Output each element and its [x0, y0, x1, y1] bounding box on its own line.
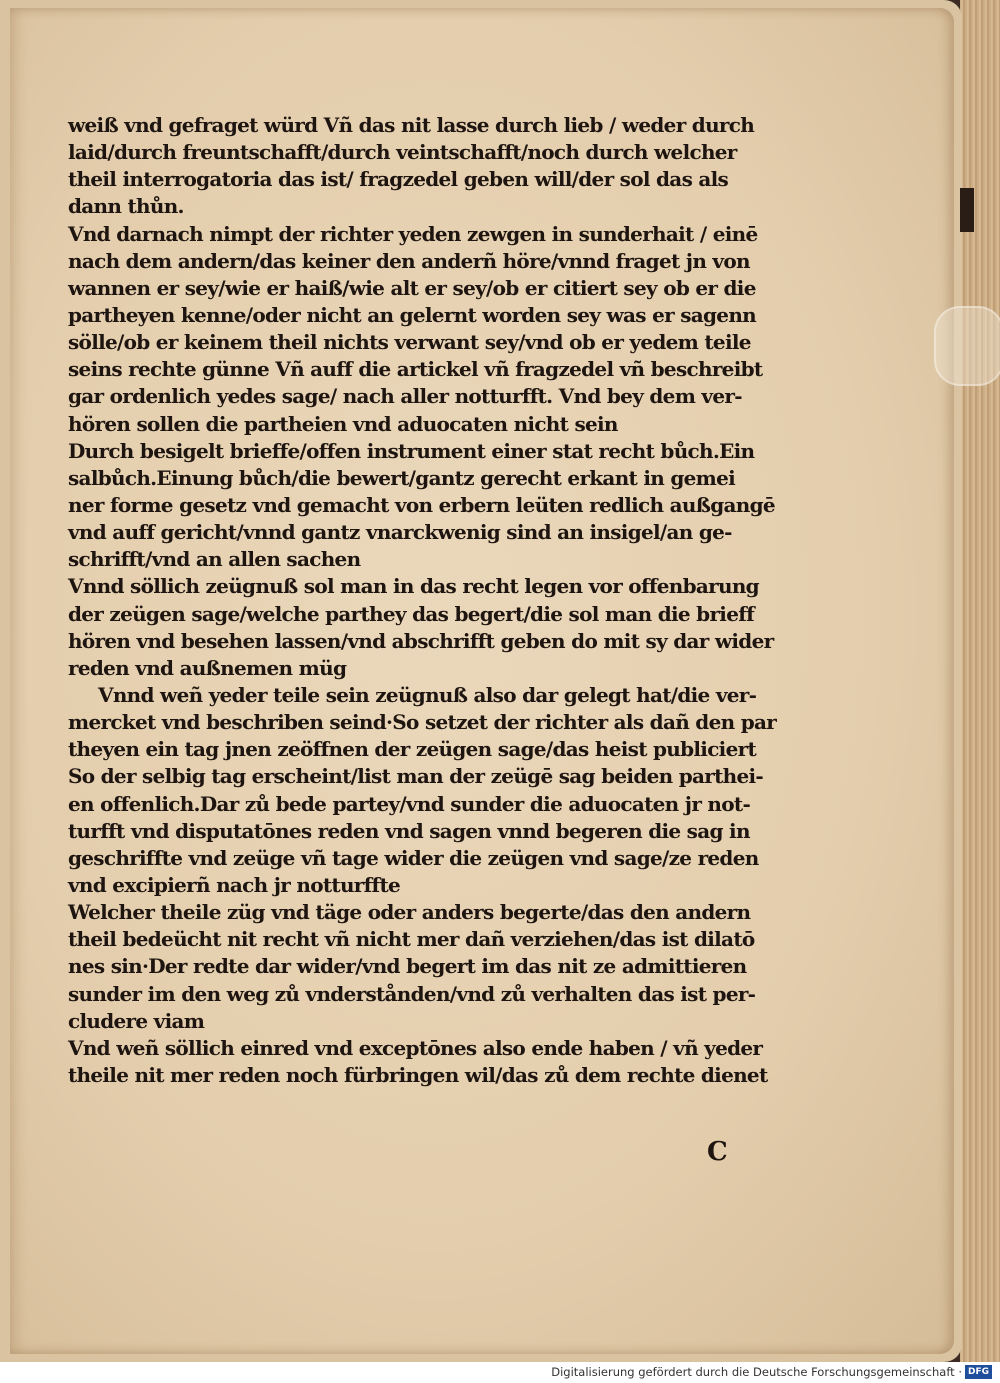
text-line: mercket vnd beschriben seind·So setzet der richter als dañ den par	[68, 710, 777, 735]
text-line: sölle/ob er keinem theil nichts verwant sey/vnd ob er yedem teile	[68, 330, 751, 355]
funding-credit: Digitalisierung gefördert durch die Deutsche Forschungsgemeinschaft ·	[551, 1365, 962, 1379]
text-line: cludere viam	[68, 1008, 205, 1033]
text-line: sunder im den weg zů vnderstånden/vnd zů verhalten das ist per-	[68, 981, 756, 1006]
text-line: Durch besigelt brieffe/offen instrument einer stat recht bůch.Ein	[68, 438, 755, 463]
footer-bar	[0, 1362, 1000, 1383]
text-line: en offenlich.Dar zů bede partey/vnd sunder die aduocaten jr not-	[68, 791, 751, 816]
text-line: theile nit mer reden noch fürbringen wil/das zů dem rechte dienet	[68, 1062, 768, 1087]
text-line: Vnd darnach nimpt der richter yeden zewgen in sunderhait / einē	[68, 221, 758, 246]
text-line: hören sollen die partheien vnd aduocaten nicht sein	[68, 411, 618, 436]
page-clip	[934, 306, 1000, 386]
text-line: vnd auff gericht/vnnd gantz vnarckwenig sind an insigel/an ge-	[68, 520, 732, 545]
text-line: gar ordenlich yedes sage/ nach aller notturfft. Vnd bey dem ver-	[68, 384, 742, 409]
signature-mark: C	[707, 1137, 728, 1167]
text-line: der zeügen sage/welche parthey das begert/die sol man die brieff	[68, 601, 755, 626]
text-line: vnd excipierñ nach jr notturffte	[68, 872, 401, 897]
text-line: geschriffte vnd zeüge vñ tage wider die zeügen vnd sage/ze reden	[68, 845, 759, 870]
text-line: seins rechte günne Vñ auff die artickel vñ fragzedel vñ beschreibt	[68, 357, 763, 382]
text-line: nach dem andern/das keiner den anderñ höre/vnnd fraget jn von	[68, 248, 750, 273]
text-line: salbůch.Einung bůch/die bewert/gantz gerecht erkant in gemei	[68, 465, 736, 490]
dfg-logo-icon: DFG	[965, 1365, 992, 1379]
text-line: hören vnd besehen lassen/vnd abschrifft geben do mit sy dar wider	[68, 628, 774, 653]
text-line: Welcher theile züg vnd täge oder anders begerte/das den andern	[68, 900, 751, 925]
text-line: partheyen kenne/oder nicht an gelernt worden sey was er sagenn	[68, 302, 757, 327]
text-line: dann thůn.	[68, 194, 184, 219]
text-line: So der selbig tag erscheint/list man der zeügē sag beiden parthei-	[68, 764, 764, 789]
text-line: reden vnd außnemen müg	[68, 655, 347, 680]
text-line: turfft vnd disputatōnes reden vnd sagen vnnd begeren die sag in	[68, 818, 750, 843]
text-line: Vnnd weñ yeder teile sein zeügnuß also dar gelegt hat/die ver-	[98, 682, 757, 707]
page-text	[68, 112, 808, 1089]
text-line: theil interrogatoria das ist/ fragzedel geben will/der sol das als	[68, 167, 729, 192]
text-line: ner forme gesetz vnd gemacht von erbern leüten redlich außgangē	[68, 492, 775, 517]
text-line: weiß vnd gefraget würd Vñ das nit lasse durch lieb / weder durch	[68, 113, 755, 137]
text-line: theil bedeücht nit recht vñ nicht mer dañ verziehen/das ist dilatō	[68, 927, 755, 952]
text-line: wannen er sey/wie er haiß/wie alt er sey/ob er citiert sey ob er die	[68, 275, 756, 300]
text-line: Vnnd söllich zeügnuß sol man in das recht legen vor offenbarung	[68, 574, 759, 599]
binding-tab	[960, 188, 974, 232]
text-line: schrifft/vnd an allen sachen	[68, 547, 361, 572]
text-line: nes sin·Der redte dar wider/vnd begert im das nit ze admittieren	[68, 954, 747, 979]
text-line: theyen ein tag jnen zeöffnen der zeügen sage/das heist publiciert	[68, 737, 756, 762]
text-line: Vnd weñ söllich einred vnd exceptōnes also ende haben / vñ yeder	[68, 1035, 763, 1060]
text-line: laid/durch freuntschafft/durch veintschafft/noch durch welcher	[68, 140, 737, 165]
